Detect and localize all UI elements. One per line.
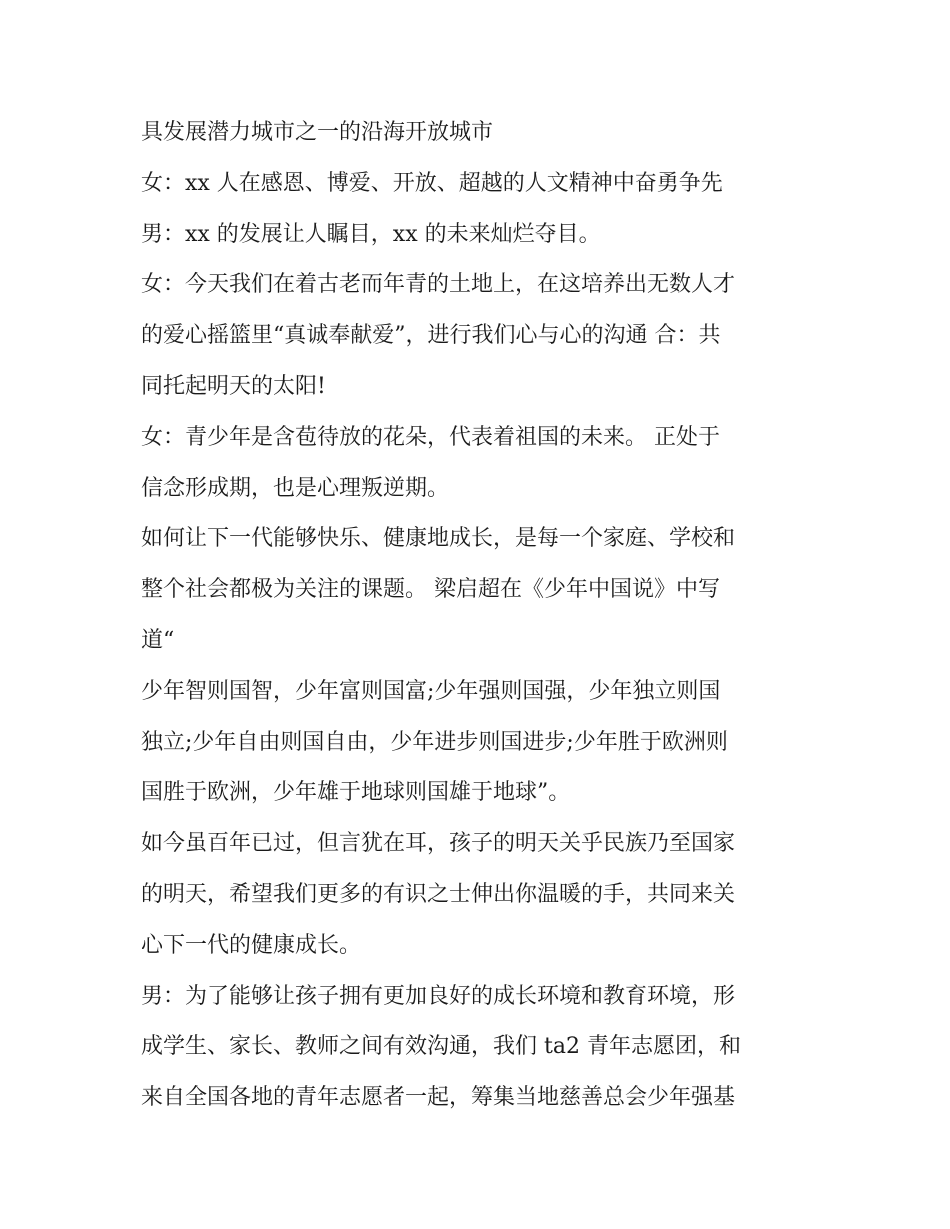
text-line: 同托起明天的太阳!: [141, 373, 326, 399]
text-line: 如今虽百年已过，但言犹在耳，孩子的明天关乎民族乃至国家: [141, 831, 736, 857]
text-line: 国胜于欧洲，少年雄于地球则国雄于地球”。: [141, 780, 571, 806]
text-line: 男：xx 的发展让人瞩目，xx 的未来灿烂夺目。: [141, 221, 601, 247]
text-line: 女：今天我们在着古老而年青的土地上，在这培养出无数人才: [141, 272, 736, 298]
text-line: 独立;少年自由则国自由，少年进步则国进步;少年胜于欧洲则: [141, 729, 728, 755]
text-line: 具发展潜力城市之一的沿海开放城市: [141, 120, 494, 145]
text-line: 的爱心摇篮里“真诚奉献爱”，进行我们心与心的沟通 合：共: [141, 323, 721, 349]
text-line: 女：xx 人在感恩、博爱、开放、超越的人文精神中奋勇争先: [141, 170, 723, 196]
text-line: 少年智则国智，少年富则国富;少年强则国强，少年独立则国: [141, 678, 721, 704]
document-body: [141, 108, 831, 1124]
text-line: 道“: [141, 627, 175, 653]
text-line: 整个社会都极为关注的课题。 梁启超在《少年中国说》中写: [141, 577, 720, 603]
text-line: 信念形成期，也是心理叛逆期。: [141, 475, 450, 501]
text-line: 如何让下一代能够快乐、健康地成长，是每一个家庭、学校和: [141, 526, 736, 552]
text-line: 成学生、家长、教师之间有效沟通，我们 ta2 青年志愿团，和: [141, 1034, 741, 1060]
text-line: 心下一代的健康成长。: [141, 932, 362, 958]
text-line: 的明天，希望我们更多的有识之士伸出你温暖的手，共同来关: [141, 881, 736, 907]
text-line: 男：为了能够让孩子拥有更加良好的成长环境和教育环境，形: [141, 983, 736, 1009]
text-line: 女：青少年是含苞待放的花朵，代表着祖国的未来。 正处于: [141, 424, 720, 450]
text-line: 来自全国各地的青年志愿者一起，筹集当地慈善总会少年强基: [141, 1085, 736, 1111]
